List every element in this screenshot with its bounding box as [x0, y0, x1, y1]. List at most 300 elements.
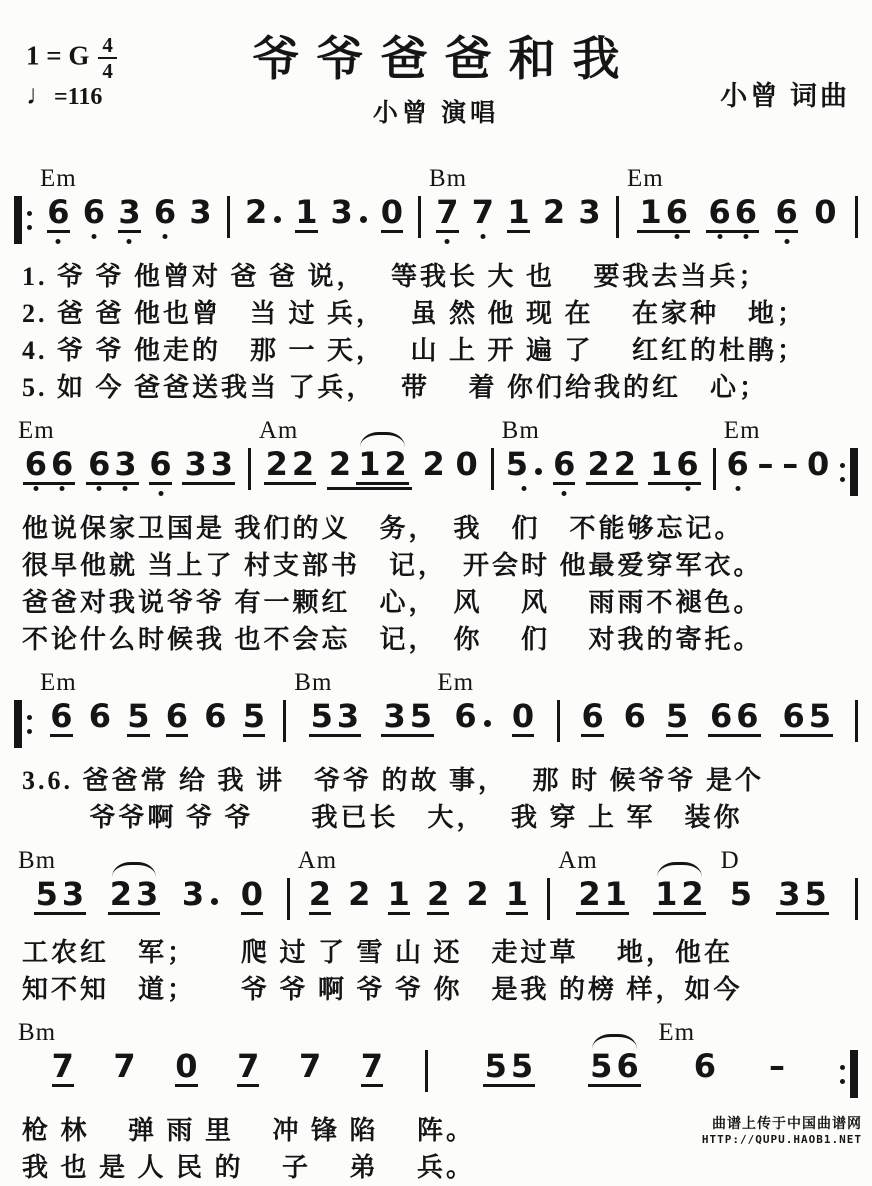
barline — [248, 448, 251, 490]
note — [484, 1047, 507, 1085]
note-digit: 7 — [298, 1047, 322, 1085]
note — [814, 193, 837, 231]
note-digit: 5 — [665, 697, 689, 735]
lyric-line: 2. 爸 爸 他也曾 当 过 兵， 虽 然 他 现 在 在家种 地； — [22, 299, 807, 328]
note-digit: 6 — [708, 193, 731, 231]
chord-label: Bm — [429, 165, 468, 192]
note-digit: 6 — [623, 697, 646, 735]
note-digit: 5 — [242, 697, 265, 735]
tempo-value: =116 — [54, 84, 103, 110]
note-group — [23, 445, 76, 485]
note — [291, 445, 315, 483]
measure — [34, 165, 225, 233]
low-octave-dot — [56, 239, 61, 244]
note-digit: 3 — [778, 875, 801, 913]
note-digit: 5 — [310, 697, 333, 735]
note — [729, 875, 753, 913]
barline — [287, 878, 290, 920]
barline — [227, 196, 230, 238]
note-digit: 2 — [291, 445, 315, 483]
note — [782, 697, 805, 735]
note-digit: – — [782, 445, 799, 483]
note — [665, 697, 689, 737]
measure — [552, 847, 853, 915]
note — [88, 697, 111, 735]
note — [590, 1047, 613, 1085]
barline — [425, 1050, 428, 1092]
note — [623, 697, 646, 735]
note-digit: 2 — [466, 875, 489, 913]
note — [383, 697, 406, 735]
note — [114, 445, 137, 483]
music-system — [12, 416, 860, 658]
note — [613, 445, 637, 483]
note — [210, 445, 233, 483]
repeat-dots — [840, 1065, 845, 1084]
key-label: 1 = G — [26, 40, 90, 71]
note-row — [12, 164, 860, 244]
repeat-end-sign — [840, 1050, 858, 1098]
measure — [423, 165, 614, 233]
repeat-dots — [27, 211, 32, 230]
note — [184, 445, 207, 483]
note-digit: 1 — [505, 875, 529, 913]
note-row — [12, 846, 860, 920]
repeat-start-sign — [14, 196, 32, 244]
note-digit: 3 — [189, 193, 212, 231]
note-digit: – — [757, 445, 774, 483]
note — [455, 445, 478, 483]
note-digit: 3 — [181, 875, 205, 913]
barline — [547, 878, 550, 920]
end-barline — [855, 878, 858, 920]
note-digit: 1 — [655, 875, 678, 913]
note — [88, 445, 111, 483]
tempo-marking — [26, 80, 102, 112]
time-signature-numerator: 4 — [98, 34, 117, 59]
note — [734, 193, 757, 231]
note-digit: 2 — [681, 875, 704, 913]
repeat-barline — [850, 1050, 858, 1098]
note-group — [381, 697, 434, 737]
note — [587, 445, 610, 483]
note-digit: 6 — [454, 697, 477, 735]
low-octave-dot — [127, 239, 132, 244]
chord-label: Am — [297, 847, 338, 874]
note — [242, 697, 265, 737]
note — [51, 1047, 74, 1087]
note-digit: 3 — [578, 193, 601, 231]
note — [265, 445, 288, 483]
note-group — [108, 875, 161, 915]
note — [782, 445, 799, 483]
measure — [12, 1019, 423, 1087]
note-digit: 0 — [511, 697, 535, 735]
lyric-line: 爸爸对我说爷爷 有一颗红 心， 风 风 雨雨不褪色。 — [22, 588, 763, 617]
barline — [418, 196, 421, 238]
note-digit: 6 — [149, 445, 172, 483]
note-group — [34, 875, 87, 915]
note-digit: 0 — [175, 1047, 198, 1085]
note-digit: 3 — [383, 697, 406, 735]
note-digit: 2 — [384, 445, 407, 483]
note — [505, 875, 529, 915]
chord-label: Bm — [18, 1019, 57, 1046]
note-digit: 6 — [153, 193, 177, 231]
measure — [718, 417, 838, 483]
note — [328, 445, 352, 483]
note-digit: 3 — [336, 697, 360, 735]
chord-label: Am — [258, 417, 299, 444]
low-octave-dot — [743, 234, 748, 239]
note-digit: 1 — [507, 193, 530, 231]
measure — [430, 1019, 838, 1087]
note — [757, 445, 774, 483]
low-octave-dot — [717, 234, 722, 239]
note-group — [182, 445, 235, 485]
chord-label: Em — [723, 417, 761, 444]
lyric-line: 3.6. 爸爸常 给 我 讲 爷爷 的故 事， 那 时 候爷爷 是个 — [22, 766, 765, 795]
note-digit: 7 — [471, 193, 495, 231]
note-digit: 3 — [210, 445, 233, 483]
barline — [491, 448, 494, 490]
note — [422, 445, 445, 483]
note-group — [576, 875, 629, 915]
note — [505, 445, 543, 483]
note — [237, 1047, 260, 1087]
note-group — [588, 1047, 641, 1087]
note — [804, 875, 827, 913]
note — [681, 875, 704, 913]
lyric-line: 他说保家卫国是 我们的义 务， 我 们 不能够忘记。 — [22, 514, 744, 543]
time-signature-denominator: 4 — [102, 59, 113, 84]
end-barline — [855, 196, 858, 238]
note — [165, 697, 188, 737]
note — [553, 445, 576, 485]
note-digit: 1 — [295, 193, 318, 231]
low-octave-dot — [91, 234, 96, 239]
note-digit: 2 — [265, 445, 288, 483]
low-octave-dot — [162, 234, 167, 239]
low-octave-dot — [674, 234, 679, 239]
note-group — [776, 875, 829, 915]
lyric-line: 不论什么时候我 也不会忘 记， 你 们 对我的寄托。 — [22, 625, 763, 654]
note — [466, 875, 489, 913]
note-digit: 6 — [82, 193, 106, 231]
repeat-barline — [14, 700, 22, 748]
measure — [34, 669, 281, 737]
note — [298, 1047, 322, 1085]
song-title: 爷爷爸爸和我 — [252, 34, 637, 86]
note-digit: 3 — [330, 193, 353, 231]
note — [387, 875, 410, 915]
note-digit: 3 — [61, 875, 85, 913]
note-digit: – — [768, 1047, 785, 1085]
note — [507, 193, 530, 233]
note — [244, 193, 282, 231]
lyric-line: 枪 林 弹 雨 里 冲 锋 陷 阵。 — [22, 1116, 476, 1145]
note-digit: 6 — [736, 697, 759, 735]
measure — [12, 417, 246, 485]
note — [807, 445, 830, 483]
note-digit: 0 — [240, 875, 263, 913]
note-digit: 5 — [505, 445, 529, 483]
note-group — [780, 697, 833, 737]
note-digit: 6 — [775, 193, 798, 231]
note-digit: 2 — [613, 445, 637, 483]
note — [542, 193, 566, 231]
note-group — [309, 697, 362, 737]
note-digit: 6 — [24, 445, 48, 483]
low-octave-dot — [784, 239, 789, 244]
note — [189, 193, 212, 231]
note — [127, 697, 150, 737]
note — [710, 697, 733, 735]
note — [61, 875, 85, 913]
low-octave-dot — [60, 486, 65, 491]
barline — [616, 196, 619, 238]
note — [616, 1047, 639, 1085]
note-digit: 6 — [47, 193, 70, 231]
note-digit: 1 — [604, 875, 627, 913]
note-digit: 2 — [426, 875, 450, 913]
note — [581, 697, 604, 737]
note — [510, 1047, 534, 1085]
watermark-url: HTTP://QUPU.HAOB1.NET — [701, 1133, 862, 1146]
note-digit: 6 — [782, 697, 805, 735]
note — [118, 193, 141, 233]
measure — [292, 847, 546, 915]
note — [436, 193, 459, 233]
lyric-line: 我 也 是 人 民 的 子 弟 兵。 — [22, 1153, 476, 1182]
note — [149, 445, 172, 485]
lyric-line: 4. 爷 爷 他走的 那 一 天， 山 上 开 遍 了 红红的杜鹃； — [22, 336, 807, 365]
note-digit: 7 — [360, 1047, 384, 1085]
note — [604, 875, 627, 913]
low-octave-dot — [735, 486, 740, 491]
measure — [562, 697, 853, 737]
watermark-text: 曲谱上传于中国曲谱网 — [712, 1117, 862, 1132]
note-digit: 6 — [726, 445, 749, 483]
note — [295, 193, 318, 233]
note — [775, 193, 798, 233]
note — [708, 193, 731, 231]
repeat-dots — [27, 715, 32, 734]
note — [204, 697, 227, 735]
lyric-line: 5. 如 今 爸爸送我当 了兵， 带 着 你们给我的红 心； — [22, 373, 769, 402]
note-group — [356, 445, 409, 485]
note — [358, 445, 381, 483]
note — [109, 875, 132, 913]
note — [511, 697, 535, 737]
note-digit: 5 — [510, 1047, 534, 1085]
note-digit: 7 — [237, 1047, 260, 1085]
note-digit: 1 — [650, 445, 673, 483]
key-signature — [26, 34, 117, 82]
note-group — [648, 445, 701, 485]
dot-after-note — [274, 216, 281, 223]
note-digit: 2 — [109, 875, 132, 913]
note — [308, 875, 331, 915]
note-digit: 6 — [676, 445, 699, 483]
note — [47, 193, 70, 233]
note-digit: 5 — [590, 1047, 613, 1085]
note-digit: 3 — [135, 875, 159, 913]
note-digit: 5 — [127, 697, 150, 735]
chord-label: Em — [40, 669, 77, 696]
note-digit: 7 — [51, 1047, 74, 1085]
measure — [12, 847, 285, 915]
note-digit: 6 — [734, 193, 757, 231]
note-group — [586, 445, 639, 485]
note-digit: 0 — [380, 193, 403, 231]
note-digit: 6 — [581, 697, 604, 735]
score-body — [0, 164, 872, 1186]
chord-label: Em — [18, 417, 55, 444]
note-group — [653, 875, 706, 915]
barline — [557, 700, 560, 742]
lyric-line: 爷爷啊 爷 爷 我已长 大， 我 穿 上 军 装你 — [22, 803, 743, 832]
note-digit: 7 — [436, 193, 459, 231]
note-row — [12, 668, 860, 748]
chord-label: Em — [437, 669, 475, 696]
chord-label: D — [720, 847, 740, 874]
low-octave-dot — [33, 486, 38, 491]
note-digit: 5 — [484, 1047, 507, 1085]
note-digit: 0 — [814, 193, 837, 231]
note — [578, 875, 601, 913]
repeat-end-sign — [840, 448, 858, 496]
note-digit: 2 — [348, 875, 371, 913]
chord-label: Em — [658, 1019, 696, 1046]
chord-label: Em — [40, 165, 77, 192]
chord-label: Am — [558, 847, 598, 874]
dot-after-note — [211, 898, 218, 905]
note-digit: 1 — [358, 445, 381, 483]
music-system — [12, 668, 860, 836]
end-barline — [855, 700, 858, 742]
note — [639, 193, 662, 231]
note — [35, 875, 58, 913]
note — [409, 697, 432, 735]
note-digit: 2 — [328, 445, 352, 483]
note-digit: 6 — [693, 1047, 716, 1085]
note-digit: 6 — [204, 697, 227, 735]
lyric-line: 很早他就 当上了 村支部书 记， 开会时 他最爱穿军衣。 — [22, 551, 763, 580]
note-digit: 0 — [807, 445, 830, 483]
note — [310, 697, 333, 735]
note-row — [12, 416, 860, 496]
note-digit: 5 — [409, 697, 432, 735]
note-digit: 2 — [587, 445, 610, 483]
note-group — [86, 445, 139, 485]
low-octave-dot — [685, 486, 690, 491]
note-digit: 3 — [114, 445, 137, 483]
barline — [713, 448, 716, 490]
lyric-line: 工农红 军； 爬 过 了 雪 山 还 走过草 地，他在 — [22, 938, 734, 967]
note-group — [637, 193, 690, 233]
note — [113, 1047, 136, 1085]
note-digit: 5 — [808, 697, 831, 735]
note-digit: 5 — [729, 875, 753, 913]
time-signature — [98, 34, 117, 82]
note-digit: 6 — [616, 1047, 639, 1085]
dot-after-note — [535, 468, 542, 475]
note-digit: 2 — [578, 875, 601, 913]
note-row — [12, 1018, 860, 1098]
note-digit: 6 — [88, 697, 111, 735]
repeat-dots — [840, 463, 845, 482]
note-group — [264, 445, 317, 485]
note-digit: 6 — [50, 697, 73, 735]
note-digit: 2 — [422, 445, 445, 483]
note — [51, 445, 74, 483]
low-octave-dot — [480, 234, 485, 239]
note-digit: 1 — [639, 193, 662, 231]
note — [665, 193, 688, 231]
note-digit: 6 — [51, 445, 74, 483]
note — [24, 445, 48, 483]
note — [153, 193, 177, 231]
low-octave-dot — [445, 239, 450, 244]
note — [50, 697, 73, 737]
note-digit: 3 — [184, 445, 207, 483]
note-digit: 2 — [308, 875, 331, 913]
lyric-line: 1. 爷 爷 他曾对 爸 爸 说， 等我长 大 也 要我去当兵； — [22, 262, 768, 291]
note — [471, 193, 495, 231]
chord-label: Bm — [501, 417, 540, 444]
repeat-barline — [14, 196, 22, 244]
note — [726, 445, 749, 483]
note — [768, 1047, 785, 1085]
note — [578, 193, 601, 231]
repeat-barline — [850, 448, 858, 496]
note — [348, 875, 371, 913]
note — [736, 697, 759, 735]
low-octave-dot — [562, 491, 567, 496]
performer: 小曾 演唱 — [372, 100, 500, 127]
note-digit: 6 — [165, 697, 188, 735]
chord-label: Bm — [18, 847, 57, 874]
note-digit: 0 — [455, 445, 478, 483]
note — [693, 1047, 716, 1085]
note — [360, 1047, 384, 1087]
note-group — [327, 445, 412, 490]
measure — [253, 417, 489, 490]
note — [655, 875, 678, 913]
note — [808, 697, 831, 735]
low-octave-dot — [522, 486, 527, 491]
music-system — [12, 164, 860, 406]
note — [454, 697, 491, 735]
note — [426, 875, 450, 915]
note-digit: 6 — [665, 193, 688, 231]
note-digit: 2 — [244, 193, 268, 231]
composer-credit: 小曾 词曲 — [720, 81, 850, 111]
low-octave-dot — [97, 486, 102, 491]
note-digit: 5 — [804, 875, 827, 913]
repeat-start-sign — [14, 700, 32, 748]
note — [181, 875, 219, 913]
note — [380, 193, 403, 233]
dot-after-note — [484, 720, 491, 727]
note-digit: 6 — [88, 445, 111, 483]
note-digit: 3 — [118, 193, 141, 231]
note-group — [483, 1047, 536, 1087]
low-octave-dot — [158, 491, 163, 496]
score-header — [0, 0, 872, 138]
chord-label: Em — [627, 165, 664, 192]
